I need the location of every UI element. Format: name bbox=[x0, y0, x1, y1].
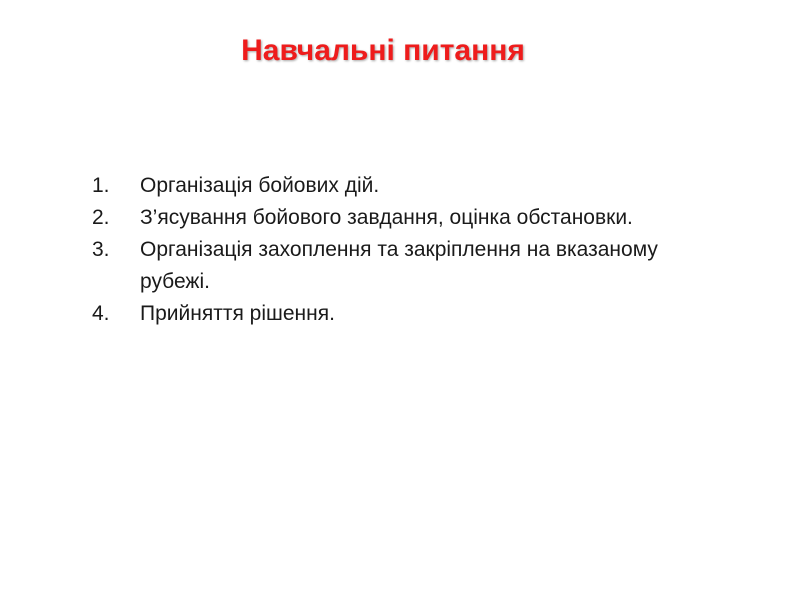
list-item-text: З’ясування бойового завдання, оцінка обстановки. bbox=[140, 206, 633, 229]
list-item-text: Організація бойових дій. bbox=[140, 174, 380, 197]
list-item bbox=[92, 298, 692, 330]
slide-title: Навчальні питання bbox=[241, 34, 525, 67]
list-item bbox=[92, 202, 692, 234]
list-item-number: 4. bbox=[92, 302, 110, 325]
topics-list bbox=[92, 170, 692, 330]
list-item bbox=[92, 234, 692, 298]
list-item bbox=[92, 170, 692, 202]
list-item-number: 3. bbox=[92, 238, 110, 261]
list-item-text: Прийняття рішення. bbox=[140, 302, 335, 325]
list-item-number: 1. bbox=[92, 174, 110, 197]
list-item-text: Організація захоплення та закріплення на вказаному рубежі. bbox=[140, 238, 658, 293]
list-item-number: 2. bbox=[92, 206, 110, 229]
